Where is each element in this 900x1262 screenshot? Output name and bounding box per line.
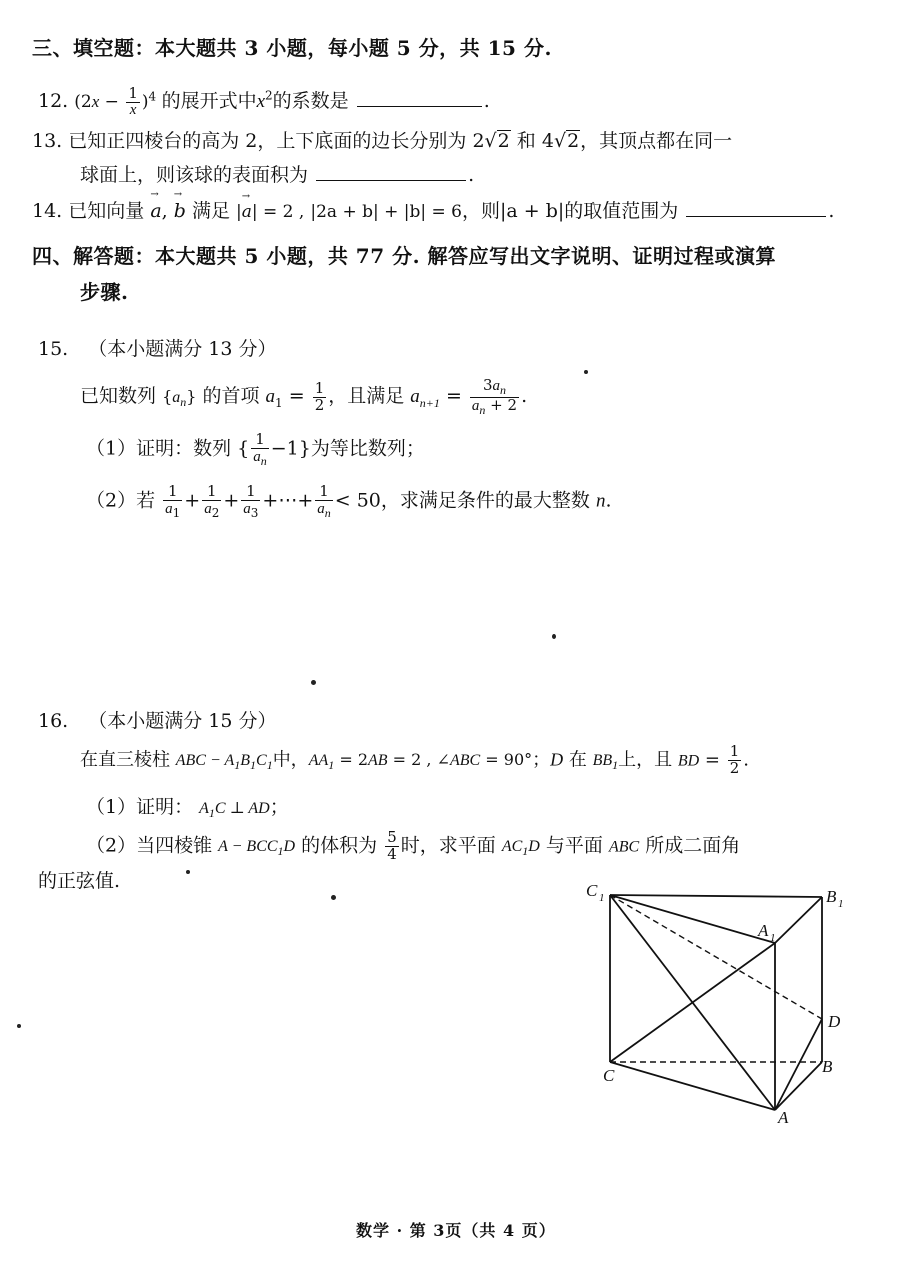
q12-expression: (2x − $\frac{1}{x}$ )$^4$	[74, 84, 157, 118]
svg-text:1: 1	[599, 892, 605, 904]
svg-text:1: 1	[770, 932, 776, 944]
question-13: 13. 已知正四棱台的高为 2，上下底面的边长分别为 2√2 和 4√2，其顶点都在同一	[32, 130, 733, 152]
prism-figure	[570, 870, 870, 1130]
q13-sqrt-a: 2√2	[472, 130, 510, 152]
edge-c-a	[610, 1062, 775, 1110]
label-c1: C	[586, 881, 598, 900]
scan-speck	[584, 370, 588, 374]
section-4-heading: 四、解答题：本大题共 5 小题，共 77 分. 解答应写出文字说明、证明过程或演算	[32, 244, 777, 268]
q13-number: 13.	[32, 130, 63, 152]
edge-c1-a1	[610, 895, 775, 943]
q14-condition: |2a + b| + |b| = 6	[310, 202, 462, 222]
question-16-part1: （1）证明： $A_1C$ ⊥ AD；	[86, 796, 289, 821]
section-4-heading-line2: 步骤.	[80, 280, 129, 304]
edge-c1-d-hidden	[610, 895, 822, 1019]
edge-c-a1	[610, 943, 775, 1062]
label-a1: A	[758, 921, 769, 940]
label-b: B	[822, 1057, 833, 1076]
edge-a-d	[775, 1019, 822, 1110]
scan-speck	[552, 634, 556, 639]
q16-number: 16.	[38, 710, 69, 732]
q12-tail: 的系数是	[272, 90, 349, 112]
q13-sqrt-b: 4√2	[541, 130, 580, 152]
q12-text: 的展开式中	[161, 90, 257, 112]
question-15-header	[38, 334, 277, 361]
section-3-heading: 三、填空题：本大题共 3 小题，每小题 5 分，共 15 分.	[32, 36, 552, 60]
question-15-part1: （1）证明：数列 { $\frac{1}{a_n}$ −1}为等比数列；	[86, 430, 425, 468]
q15-score: （本小题满分 13 分）	[88, 338, 277, 360]
q14-number: 14.	[32, 200, 63, 222]
scan-speck	[17, 1024, 21, 1028]
scan-speck	[331, 895, 336, 900]
q13-line1: 已知正四棱台的高为 2，上下底面的边长分别为	[68, 130, 467, 152]
q12-answer-blank[interactable]	[357, 105, 482, 107]
q13-answer-blank[interactable]	[316, 179, 466, 181]
q15-number: 15.	[38, 338, 69, 360]
label-a: A	[778, 1108, 789, 1127]
edge-a1-b1	[775, 897, 822, 943]
question-16-part2: （2）当四棱锥 $A - BCC_1D$ 的体积为 $\frac{5}{4}$ 时，求平面 $AC_1D$ 与平面 ABC 所成二面角	[86, 828, 741, 863]
scan-speck	[311, 680, 316, 685]
q14-a-norm: |→ a| = 2 ,	[236, 202, 304, 222]
label-d: D	[828, 1012, 841, 1031]
page-footer: 数学 · 第 3页（共 4 页）	[356, 1221, 556, 1240]
question-15-intro: 已知数列 $\{a_n\}$ 的首项 $a_1$ = $\frac{1}{2}$ ，且满足 $a_{n+1}$ = $\frac{3a_n}{a_n + 2}$ .	[80, 376, 528, 417]
edge-c1-b1	[610, 895, 822, 897]
scan-speck	[186, 870, 190, 874]
question-16-intro: 在直三棱柱 ABC − $A_1B_1C_1$中，$AA_1 = 2AB = 2$ , ∠ABC = 90°；D 在 $BB_1$上，且 BD = $\frac{1}{2}$ .	[80, 742, 750, 777]
label-c: C	[603, 1066, 615, 1085]
question-16-header	[38, 706, 277, 733]
label-b1: B	[826, 887, 837, 906]
q14-ask: ，则|a + b|的取值范围为	[461, 200, 679, 222]
question-13-line2: 球面上，则该球的表面积为 .	[80, 164, 475, 186]
question-16-part2-line2: 的正弦值.	[38, 870, 121, 892]
q14-answer-blank[interactable]	[686, 215, 826, 217]
question-12: 12. (2x − $\frac{1}{x}$ )$^4$ 的展开式中$x^2$的系数是 .	[38, 84, 490, 118]
q16-score: （本小题满分 15 分）	[88, 710, 277, 732]
svg-text:1: 1	[838, 898, 844, 910]
edge-a-b	[775, 1062, 822, 1110]
question-14: 14. 已知向量 → a, → b 满足 |→ a| = 2 , |2a + b| + |b| = 6，则|a + b|的取值范围为 .	[32, 196, 834, 223]
q12-x: x	[256, 91, 266, 112]
q12-number: 12.	[38, 90, 69, 112]
question-15-part2: （2）若 $\frac{1}{a_1}$ + $\frac{1}{a_2}$ + $\frac{1}{a_3}$ +⋯+ $\frac{1}{a_n}$ < 50，求满足条件的最大整数 n.	[86, 482, 612, 520]
